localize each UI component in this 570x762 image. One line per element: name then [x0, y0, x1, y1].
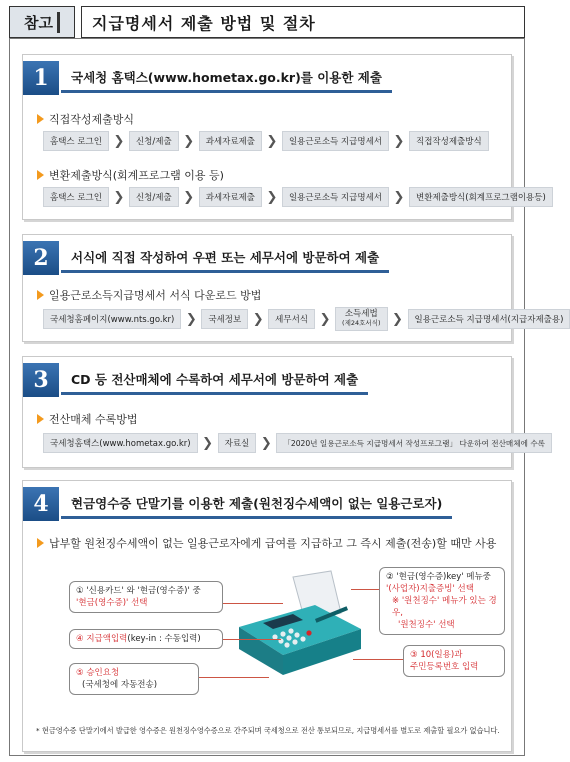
flow-step: 일용근로소득 지급명세서(지급자제출용)	[408, 309, 570, 329]
section-2-sub-1	[37, 287, 261, 303]
sub-label: 일용근로소득지급명세서 서식 다운로드 방법	[49, 289, 262, 302]
sub-label: 변환제출방식(회계프로그램 이용 등)	[49, 169, 224, 182]
orange-triangle-icon	[37, 290, 44, 300]
connector-line	[223, 603, 283, 604]
callout-2-line-2: '(사업자)지출증빙' 선택	[386, 584, 474, 594]
flow-step: 국세청홈택스(www.hometax.go.kr)	[43, 433, 198, 453]
section-1	[22, 54, 546, 220]
card-terminal-illustration	[223, 569, 373, 689]
section-4-number: 4	[23, 487, 59, 521]
section-1-number: 1	[23, 61, 59, 95]
terminal-key-red	[306, 630, 311, 635]
flow-step: 과세자료제출	[199, 187, 262, 207]
footnote: * 현금영수증 단말기에서 발급한 영수증은 원천징수영수증으로 간주되며 국세청으로 전산 통보되므로, 지급명세서를 별도로 제출할 필요가 없습니다.	[36, 726, 500, 735]
connector-line	[353, 659, 403, 660]
page-title: 지급명세서 제출 방법 및 절차	[81, 6, 525, 38]
callout-4-line-1: ④ 지급액입력	[76, 634, 128, 644]
callout-1-line-2: '현금(영수증)' 선택	[76, 598, 148, 608]
flow-step: 홈택스 로그인	[43, 131, 109, 151]
chevron-right-icon: ❯	[183, 133, 195, 149]
flow-step: 자료실	[218, 433, 257, 453]
flow-step	[335, 307, 387, 331]
section-2-number: 2	[23, 241, 59, 275]
orange-triangle-icon	[37, 414, 44, 424]
callout-3	[403, 645, 505, 677]
section-1-title: 국세청 홈택스(www.hometax.go.kr)를 이용한 제출	[61, 63, 392, 93]
section-3	[22, 356, 545, 468]
callout-2-line-3: ※ '원천징수' 메뉴가 있는 경우,	[392, 596, 497, 618]
section-2-flow	[43, 307, 570, 331]
flow-step: 과세자료제출	[199, 131, 262, 151]
flow-step: 홈택스 로그인	[43, 187, 109, 207]
chevron-right-icon: ❯	[392, 311, 403, 327]
connector-line	[223, 639, 281, 640]
section-3-flow	[43, 433, 552, 453]
section-3-number: 3	[23, 363, 59, 397]
sub-label: 납부할 원천징수세액이 없는 일용근로자에게 급여를 지급하고 그 즉시 제출(전송)할 때만 사용	[49, 537, 497, 550]
orange-triangle-icon	[37, 114, 44, 124]
chevron-right-icon: ❯	[185, 311, 197, 327]
chevron-right-icon: ❯	[113, 189, 125, 205]
section-1-flow-2	[43, 187, 553, 207]
section-4	[22, 480, 512, 752]
chevron-right-icon: ❯	[393, 133, 405, 149]
connector-line	[351, 589, 379, 590]
flow-step-label: 소득세법	[344, 309, 378, 319]
callout-5-line-1: ⑤ 승인요청	[76, 668, 120, 678]
section-1-flow-1	[43, 131, 489, 151]
callout-5-line-2: (국세청에 자동전송)	[82, 680, 158, 690]
orange-triangle-icon	[37, 170, 44, 180]
callout-2-line-4: '원천징수' 선택	[398, 620, 455, 630]
flow-step: 세무서식	[268, 309, 315, 329]
callout-1-line-1: ① '신용카드' 와 '현금(영수증)' 중	[76, 586, 201, 596]
section-4-head	[23, 489, 452, 519]
flow-step-sublabel: (제24호서식)	[342, 319, 381, 327]
section-3-title: CD 등 전산매체에 수록하여 세무서에 방문하여 제출	[61, 365, 368, 395]
callout-4	[69, 629, 223, 649]
chevron-right-icon: ❯	[183, 189, 195, 205]
chevron-right-icon: ❯	[266, 189, 278, 205]
chevron-right-icon: ❯	[393, 189, 405, 205]
flow-step: 변환제출방식(회계프로그램이용등)	[409, 187, 553, 207]
flow-step: 「2020년 일용근로소득 지급명세서 작성프로그램」 다운하여 전산매체에 수록	[276, 433, 552, 453]
flow-step: 국세청홈페이지(www.nts.go.kr)	[43, 309, 181, 329]
sub-label: 전산매체 수록방법	[49, 413, 138, 426]
flow-step: 신청/제출	[129, 131, 179, 151]
reference-tag	[9, 6, 75, 38]
callout-2-line-1: ② '현금(영수증)key' 메뉴중	[386, 572, 491, 582]
section-1-sub-1	[37, 111, 134, 127]
section-3-sub-1	[37, 411, 138, 427]
header-bar	[9, 6, 525, 42]
callout-3-line-1: ③ 10(일용)과	[410, 650, 463, 660]
flow-step: 국세정보	[201, 309, 248, 329]
chevron-right-icon: ❯	[252, 311, 264, 327]
section-4-sub-1	[37, 535, 496, 551]
flow-step: 직접작성제출방식	[409, 131, 489, 151]
flow-step: 일용근로소득 지급명세서	[282, 131, 389, 151]
connector-line	[199, 677, 269, 678]
callout-3-line-2: 주민등록번호 입력	[410, 662, 479, 672]
section-4-title: 현금영수증 단말기를 이용한 제출(원천징수세액이 없는 일용근로자)	[61, 489, 452, 519]
reference-tag-label: 참고	[24, 12, 60, 33]
chevron-right-icon: ❯	[202, 435, 214, 451]
flow-step: 신청/제출	[129, 187, 179, 207]
section-2-head	[23, 243, 389, 273]
sub-label: 직접작성제출방식	[49, 113, 135, 126]
callout-1	[69, 581, 223, 613]
section-1-head	[23, 63, 392, 93]
orange-triangle-icon	[37, 538, 44, 548]
callout-2	[379, 567, 505, 635]
section-1-sub-2	[37, 167, 224, 183]
chevron-right-icon: ❯	[260, 435, 272, 451]
chevron-right-icon: ❯	[319, 311, 331, 327]
chevron-right-icon: ❯	[266, 133, 278, 149]
callout-4-line-2: (key-in : 수동입력)	[127, 634, 201, 644]
section-2	[22, 234, 564, 342]
chevron-right-icon: ❯	[113, 133, 125, 149]
section-2-title: 서식에 직접 작성하여 우편 또는 세무서에 방문하여 제출	[61, 243, 389, 273]
callout-5	[69, 663, 199, 695]
flow-step: 일용근로소득 지급명세서	[282, 187, 389, 207]
section-3-head	[23, 365, 368, 395]
